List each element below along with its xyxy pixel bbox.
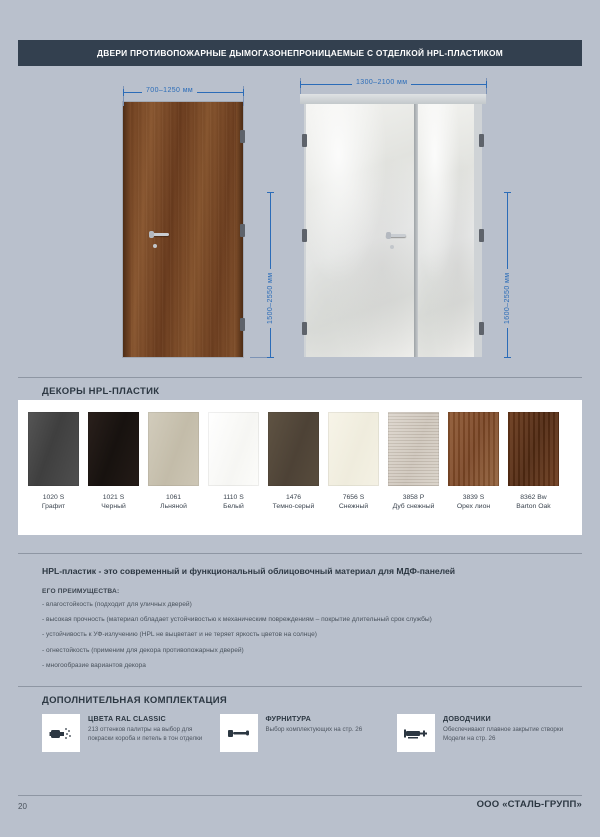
- door-handle-icon: [220, 714, 258, 752]
- spray-paint-icon: [42, 714, 80, 752]
- decor-swatch-item[interactable]: [388, 412, 439, 511]
- list-item: - устойчивость к УФ-излучению (HPL не выцветает и не теряет яркость цветов на солнце): [42, 631, 317, 639]
- extra-text: 213 оттенков палитры на выбор для покраски короба и петель в тон отделки: [88, 726, 203, 742]
- divider: [18, 686, 582, 687]
- swatch-code: 1020 S: [42, 494, 65, 501]
- decor-swatch-item[interactable]: [268, 412, 319, 511]
- swatch-code: 8362 Bw: [520, 494, 547, 501]
- extra-item-door-closers[interactable]: [397, 714, 567, 752]
- decor-swatch-panel: [18, 400, 582, 535]
- double-door-right-leaf: [418, 104, 474, 357]
- list-item: - влагостойкость (подходит для уличных дверей): [42, 601, 192, 608]
- hinge-icon: [240, 224, 245, 237]
- decor-swatch-item[interactable]: [508, 412, 559, 511]
- decor-section-title: ДЕКОРЫ HPL-ПЛАСТИК: [42, 386, 160, 397]
- single-door-left-edge: [123, 102, 131, 357]
- single-door-illustration: [123, 102, 243, 357]
- leaf-gap: [414, 104, 418, 357]
- decor-swatch-row: [28, 412, 559, 511]
- swatch-code: 1110 S: [223, 494, 244, 501]
- dimension-tick: [243, 89, 244, 96]
- dimension-tick: [267, 192, 274, 193]
- double-door-illustration: [300, 94, 486, 357]
- hinge-icon: [302, 134, 307, 147]
- extra-title: ФУРНИТУРА: [265, 714, 311, 723]
- swatch-name: Льняной: [160, 503, 187, 511]
- extra-text: Обеспечивают плавное закрытие створки Модели на стр. 26: [443, 726, 564, 742]
- swatch-name: Черный: [101, 503, 126, 511]
- swatch-color: [208, 412, 259, 486]
- swatch-code: 3858 Р: [402, 494, 425, 501]
- swatch-name: Дуб снежный: [392, 503, 435, 511]
- double-height-label: 1600–2550 мм: [504, 269, 511, 328]
- decor-swatch-item[interactable]: [448, 412, 499, 511]
- dimension-tick: [267, 357, 274, 358]
- hinge-icon: [302, 229, 307, 242]
- list-item: - высокая прочность (материал обладает устойчивостью к механическим повреждениям – покрытие длительный срок службы): [42, 616, 432, 624]
- swatch-color: [448, 412, 499, 486]
- hinge-icon: [479, 322, 484, 335]
- door-drawings: [18, 66, 582, 376]
- swatch-name: Графит: [41, 503, 66, 511]
- swatch-color: [268, 412, 319, 486]
- dimension-tick: [504, 192, 511, 193]
- extra-item-ral-colors[interactable]: [42, 714, 212, 752]
- dimension-tick: [123, 89, 124, 96]
- door-closer-icon: [397, 714, 435, 752]
- swatch-code: 1021 S: [102, 494, 125, 501]
- dimension-tick: [300, 81, 301, 88]
- hinge-icon: [240, 130, 245, 143]
- single-height-label: 1500–2550 мм: [267, 269, 274, 328]
- decor-swatch-item[interactable]: [28, 412, 79, 511]
- single-door-leaf: [130, 102, 236, 357]
- decor-swatch-item[interactable]: [208, 412, 259, 511]
- decor-swatch-item[interactable]: [88, 412, 139, 511]
- swatch-name: Орех лион: [456, 503, 491, 511]
- door-lintel: [300, 94, 486, 104]
- hinge-icon: [479, 134, 484, 147]
- divider: [18, 553, 582, 554]
- double-door-left-leaf: [306, 104, 414, 357]
- list-item: - огнестойкость (применим для декора противопожарных дверей): [42, 646, 244, 654]
- swatch-name: Темно-серый: [272, 503, 315, 511]
- extra-title: ЦВЕТА RAL CLASSIC: [88, 714, 166, 723]
- dimension-tick: [486, 81, 487, 88]
- extra-item-hardware[interactable]: [220, 714, 390, 752]
- swatch-color: [508, 412, 559, 486]
- dimension-tick: [504, 357, 511, 358]
- advantages-label: ЕГО ПРЕИМУЩЕСТВА:: [42, 588, 120, 595]
- extra-text: Выбор комплектующих на стр. 26: [265, 726, 363, 733]
- swatch-color: [388, 412, 439, 486]
- door-handle-icon: [386, 234, 406, 237]
- advantages-list: [42, 601, 562, 677]
- page-header-band: [18, 40, 582, 66]
- double-width-label: 1300–2100 мм: [352, 79, 411, 86]
- swatch-code: 1061: [165, 494, 182, 501]
- extras-list: [42, 714, 567, 752]
- list-item: - многообразие вариантов декора: [42, 661, 146, 669]
- keyhole-icon: [390, 245, 394, 249]
- swatch-name: Снежный: [338, 503, 369, 511]
- page-title: ДВЕРИ ПРОТИВОПОЖАРНЫЕ ДЫМОГАЗОНЕПРОНИЦАЕМЫЕ С ОТДЕЛКОЙ HPL-ПЛАСТИКОМ: [97, 48, 503, 58]
- hinge-icon: [240, 318, 245, 331]
- extras-section-title: ДОПОЛНИТЕЛЬНАЯ КОМПЛЕКТАЦИЯ: [42, 695, 228, 706]
- swatch-name: Barton Oak: [516, 503, 551, 511]
- swatch-color: [148, 412, 199, 486]
- hinge-icon: [479, 229, 484, 242]
- swatch-name: Белый: [223, 503, 244, 511]
- hinge-icon: [302, 322, 307, 335]
- extra-title: ДОВОДЧИКИ: [443, 714, 491, 723]
- decor-swatch-item[interactable]: [328, 412, 379, 511]
- swatch-code: 7656 S: [342, 494, 365, 501]
- keyhole-icon: [153, 244, 157, 248]
- company-brand: ООО «СТАЛЬ-ГРУПП»: [476, 799, 582, 810]
- swatch-code: 1476: [285, 494, 302, 501]
- door-handle-icon: [149, 233, 169, 236]
- swatch-color: [88, 412, 139, 486]
- decor-swatch-item[interactable]: [148, 412, 199, 511]
- single-width-label: 700–1250 мм: [142, 87, 197, 94]
- swatch-color: [328, 412, 379, 486]
- swatch-code: 3839 S: [462, 494, 485, 501]
- footer-divider: [18, 795, 582, 796]
- swatch-color: [28, 412, 79, 486]
- page-number: 20: [18, 802, 27, 811]
- divider: [18, 377, 582, 378]
- description-headline: HPL-пластик - это современный и функциональный облицовочный материал для МДФ-панелей: [42, 566, 456, 576]
